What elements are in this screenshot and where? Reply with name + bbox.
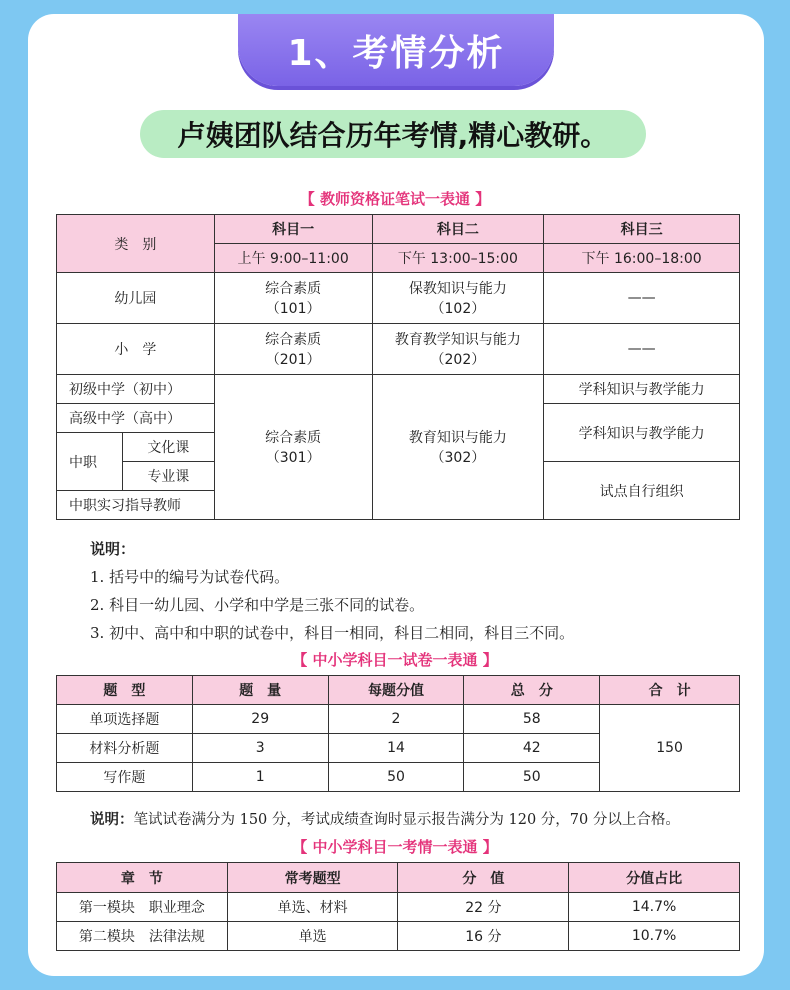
table-cell: 29	[192, 705, 328, 734]
primary-subject2: 教育教学知识与能力 （202）	[372, 324, 544, 375]
table-cell: 14	[328, 734, 464, 763]
table-cell: 单项选择题	[57, 705, 193, 734]
table-cell: 3	[192, 734, 328, 763]
slogan-banner: 卢姨团队结合历年考情,精心教研。	[140, 110, 646, 158]
category-header: 类 别	[57, 215, 215, 273]
subject1-time: 上午 9:00–11:00	[214, 244, 372, 273]
table-cell: 1	[192, 763, 328, 792]
ratio-header: 分值占比	[569, 863, 740, 893]
sum-header: 合 计	[600, 676, 740, 705]
subject2-time: 下午 13:00–15:00	[372, 244, 544, 273]
exam-table-title: 【 教师资格证笔试一表通 】	[299, 190, 491, 208]
primary-subject3: ——	[544, 324, 740, 375]
table-cell: 单选、材料	[227, 893, 398, 922]
page-title: 1、考情分析	[238, 14, 554, 86]
table-cell: 材料分析题	[57, 734, 193, 763]
primary-subject1: 综合素质 （201）	[214, 324, 372, 375]
senior-label: 高级中学（高中）	[57, 404, 215, 433]
junior-subject3: 学科知识与教学能力	[544, 375, 740, 404]
vocational-culture: 文化课	[122, 433, 214, 462]
table-cell: 写作题	[57, 763, 193, 792]
table-cell: 单选	[227, 922, 398, 951]
table-cell: 22 分	[398, 893, 569, 922]
primary-label: 小 学	[57, 324, 215, 375]
score-note: 说明：笔试试卷满分为 150 分，考试成绩查询时显示报告满分为 120 分，70 分以上合格。	[90, 812, 680, 828]
type-header: 题 型	[57, 676, 193, 705]
subject1-header: 科目一	[214, 215, 372, 244]
table-cell: 42	[464, 734, 600, 763]
subject3-time: 下午 16:00–18:00	[544, 244, 740, 273]
total-cell: 150	[600, 705, 740, 792]
table-cell: 第一模块 职业理念	[57, 893, 228, 922]
kindergarten-label: 幼儿园	[57, 273, 215, 324]
per-score-header: 每题分值	[328, 676, 464, 705]
table-cell: 10.7%	[569, 922, 740, 951]
total-score-header: 总 分	[464, 676, 600, 705]
table-cell: 2	[328, 705, 464, 734]
junior-label: 初级中学（初中）	[57, 375, 215, 404]
exam-subject-table	[56, 214, 740, 520]
trend-table-title: 【 中小学科目一考情一表通 】	[292, 838, 498, 856]
score-header: 分 值	[398, 863, 569, 893]
note-1: 1. 括号中的编号为试卷代码。	[90, 568, 290, 586]
subject2-header: 科目二	[372, 215, 544, 244]
trend-table	[56, 862, 740, 951]
vocational-practice-label: 中职实习指导教师	[57, 491, 215, 520]
kindergarten-subject3: ——	[544, 273, 740, 324]
count-header: 题 量	[192, 676, 328, 705]
middle-subject2: 教育知识与能力 （302）	[372, 375, 544, 520]
chapter-header: 章 节	[57, 863, 228, 893]
subject3-header: 科目三	[544, 215, 740, 244]
notes-heading: 说明：	[90, 540, 136, 558]
paper-table-title: 【 中小学科目一试卷一表通 】	[292, 651, 498, 669]
paper-table	[56, 675, 740, 792]
question-type-header: 常考题型	[227, 863, 398, 893]
table-cell: 58	[464, 705, 600, 734]
note-2: 2. 科目一幼儿园、小学和中学是三张不同的试卷。	[90, 596, 425, 614]
table-cell: 16 分	[398, 922, 569, 951]
table-cell: 50	[464, 763, 600, 792]
kindergarten-subject2: 保教知识与能力 （102）	[372, 273, 544, 324]
note-3: 3. 初中、高中和中职的试卷中，科目一相同，科目二相同，科目三不同。	[90, 624, 575, 642]
vocational-major: 专业课	[122, 462, 214, 491]
middle-subject1: 综合素质 （301）	[214, 375, 372, 520]
vocational-subject3: 试点自行组织	[544, 462, 740, 520]
table-cell: 50	[328, 763, 464, 792]
table-cell: 第二模块 法律法规	[57, 922, 228, 951]
senior-subject3: 学科知识与教学能力	[544, 404, 740, 462]
table-cell: 14.7%	[569, 893, 740, 922]
vocational-label: 中职	[57, 433, 123, 491]
kindergarten-subject1: 综合素质 （101）	[214, 273, 372, 324]
